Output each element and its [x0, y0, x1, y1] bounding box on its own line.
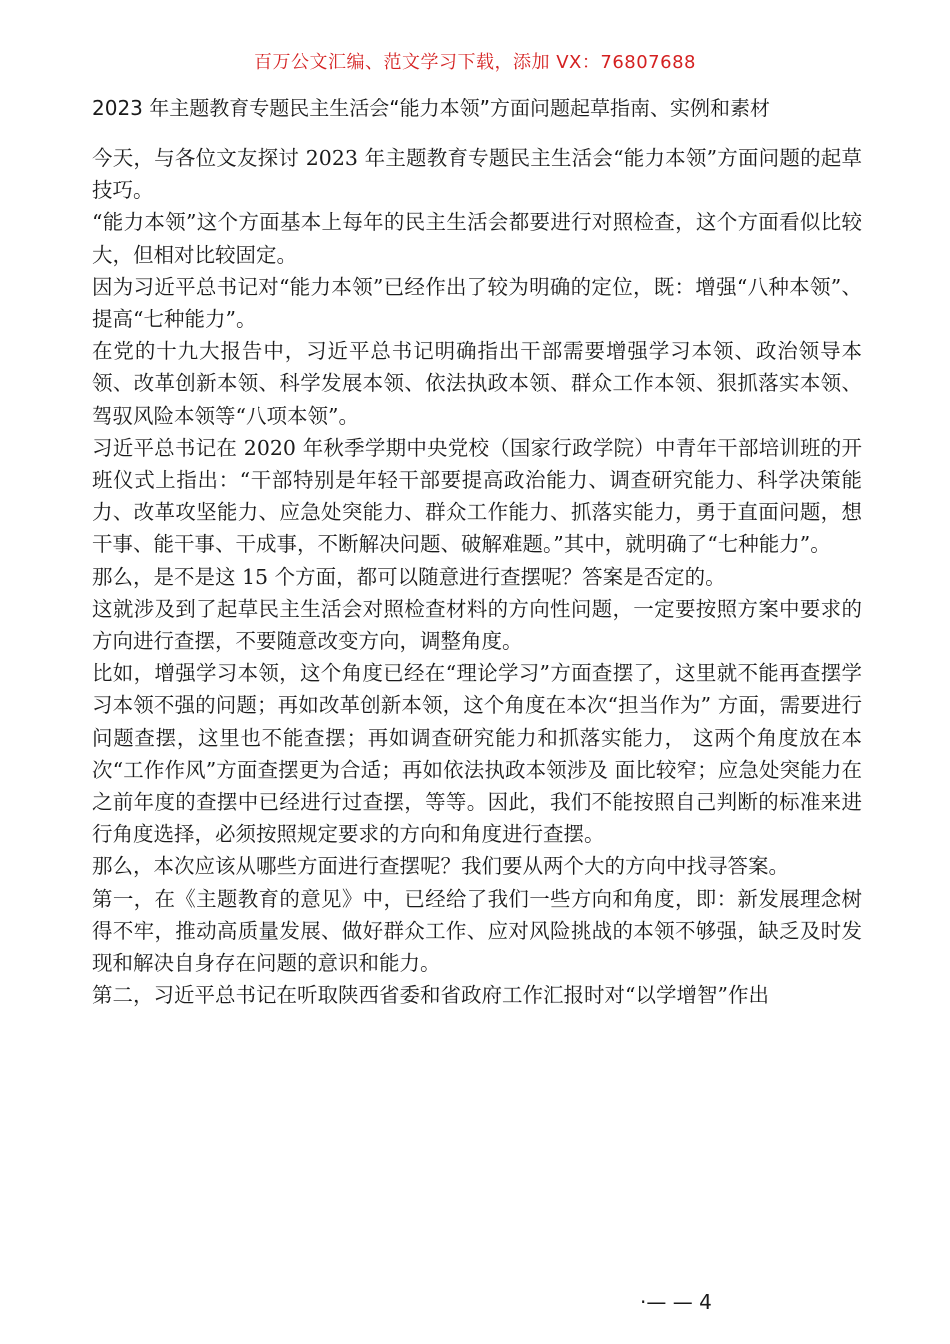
paragraph: 比如，增强学习本领，这个角度已经在“理论学习”方面查摆了，这里就不能再查摆学习本领不强的问题；再如改革创新本领，这个角度在本次“担当作为” 方面，需要进行问题查摆，这里也不能查摆；再如调查研究能力和抓落实能力， 这两个角度放在本次“工作作风”方面查摆更为合适；再如依法执政本领涉及 面比较窄；应急处突能力在之前年度的查摆中已经进行过查摆，等等。因此，我们不能按照自己判断的标准来进行角度选择，必须按照规定要求的方向和角度进行查摆。: [92, 661, 862, 847]
paragraph: 因为习近平总书记对“能力本领”已经作出了较为明确的定位，既：增强“八种本领”、提高“七种能力”。: [92, 274, 862, 332]
paragraph: 习近平总书记在 2020 年秋季学期中央党校（国家行政学院）中青年干部培训班的开班仪式上指出：“干部特别是年轻干部要提高政治能力、调查研究能力、科学决策能力、改革攻坚能力、应急处突能力、群众工作能力、抓落实能力，勇于直面问题，想干事、能干事、干成事，不断解决问题、破解难题。”其中，就明确了“七种能力”。: [92, 435, 862, 557]
paragraph: 那么，是不是这 15 个方面，都可以随意进行查摆呢？答案是否定的。: [92, 564, 726, 589]
paragraph: 在党的十九大报告中，习近平总书记明确指出干部需要增强学习本领、政治领导本领、改革创新本领、科学发展本领、依法执政本领、群众工作本领、狠抓落实本领、驾驭风险本领等“八项本领”。: [92, 339, 862, 428]
download-banner: 百万公文汇编、范文学习下载，添加 VX：76807688: [254, 52, 696, 73]
document-title: 2023 年主题教育专题民主生活会“能力本领”方面问题起草指南、实例和素材: [92, 96, 770, 120]
page-footer-mark: ·— — 4: [640, 1290, 712, 1314]
document-body: [92, 142, 862, 1011]
paragraph: 第二，习近平总书记在听取陕西省委和省政府工作汇报时对“以学增智”作出: [92, 983, 769, 1008]
paragraph: 这就涉及到了起草民主生活会对照检查材料的方向性问题，一定要按照方案中要求的方向进行查摆，不要随意改变方向，调整角度。: [92, 596, 862, 654]
paragraph: 今天，与各位文友探讨 2023 年主题教育专题民主生活会“能力本领”方面问题的起草技巧。: [92, 146, 862, 203]
paragraph: “能力本领”这个方面基本上每年的民主生活会都要进行对照检查，这个方面看似比较大，但相对比较固定。: [92, 210, 862, 267]
paragraph: 那么，本次应该从哪些方面进行查摆呢？我们要从两个大的方向中找寻答案。: [92, 854, 789, 879]
paragraph: 第一，在《主题教育的意见》中，已经给了我们一些方向和角度，即：新发展理念树得不牢，推动高质量发展、做好群众工作、应对风险挑战的本领不够强，缺乏及时发现和解决自身存在问题的意识和能力。: [92, 886, 862, 976]
